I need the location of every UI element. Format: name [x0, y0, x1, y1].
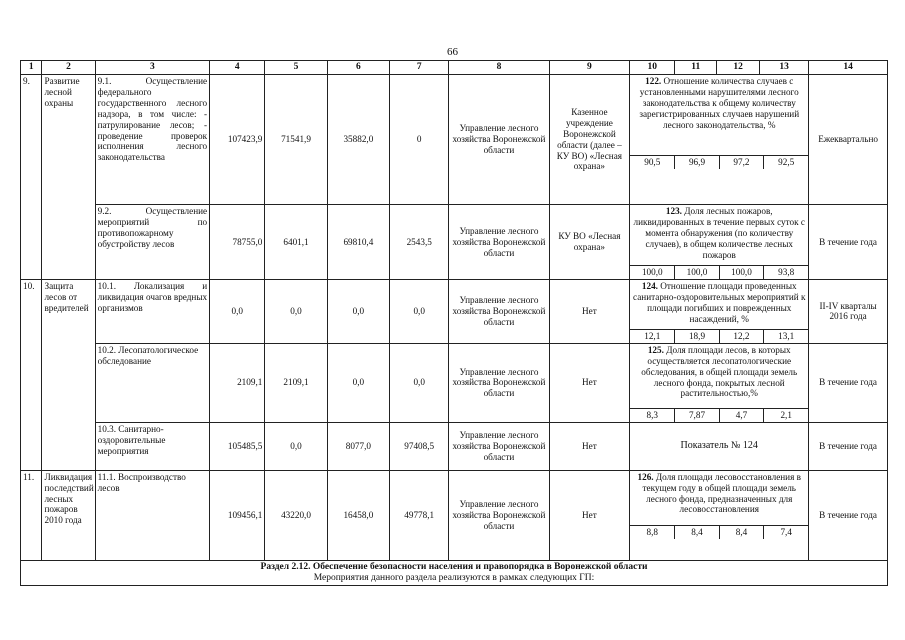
- indicator-number: 124.: [641, 281, 658, 292]
- partner: Нет: [549, 422, 630, 470]
- executor: Управление лесного хозяйства Воронежской области: [449, 470, 549, 560]
- table-row: [21, 75, 888, 205]
- cell-value: 0,0: [390, 280, 449, 344]
- subprogram-name: Защита лесов от вредителей: [42, 280, 95, 471]
- subprogram-name: Ликвидация последствий лесных пожаров 2010 года: [42, 470, 95, 560]
- indicator-value: 96,9: [675, 156, 719, 169]
- cell-value: 0,0: [210, 280, 265, 344]
- cell-value: 71541,9: [265, 75, 327, 205]
- executor: Управление лесного хозяйства Воронежской области: [449, 343, 549, 422]
- indicator-reference: Показатель № 124: [630, 422, 809, 470]
- measure-text: 10.3. Санитарно-оздоровительные мероприятия: [95, 422, 210, 470]
- indicator-text: Отношение площади проведенных санитарно-оздоровительных мероприятий к площади погибших и поврежденных насаждений, %: [633, 281, 806, 324]
- col-num: 7: [390, 61, 449, 75]
- cell-value: 0,0: [265, 280, 327, 344]
- indicator-value: 8,8: [630, 525, 674, 538]
- indicator-text: Доля площади лесовосстановления в текущем году в общей площади земель лесного фонда, предназначенных для лесовосстановления: [642, 471, 801, 515]
- indicator-text: Доля площади лесов, в которых осуществляется лесопатологические обследования, в общей площади земель лесного фонда, покрытых лесной растительностью,%: [641, 344, 798, 399]
- executor: Управление лесного хозяйства Воронежской области: [449, 205, 549, 280]
- executor: Управление лесного хозяйства Воронежской области: [449, 422, 549, 470]
- cell-value: 43220,0: [265, 470, 327, 560]
- indicator-value: 8,4: [675, 525, 719, 538]
- col-num: 3: [95, 61, 210, 75]
- partner: Нет: [549, 470, 630, 560]
- cell-value: 49778,1: [390, 470, 449, 560]
- row-number: 9.: [21, 75, 42, 280]
- subprogram-name: Развитие лесной охраны: [42, 75, 95, 280]
- col-num: 10: [630, 61, 675, 75]
- table-row: [21, 280, 888, 344]
- indicator-value: 100,0: [630, 266, 674, 279]
- indicator-value: 13,1: [764, 330, 808, 343]
- cell-value: 105485,5: [210, 422, 265, 470]
- indicator-value: 7,87: [675, 408, 719, 421]
- cell-value: 6401,1: [265, 205, 327, 280]
- section-subtitle: Мероприятия данного раздела реализуются в рамках следующих ГП:: [313, 572, 595, 583]
- period: Ежеквартально: [809, 75, 888, 205]
- indicator-value: 93,8: [764, 266, 808, 279]
- indicator-value: 4,7: [719, 408, 763, 421]
- period: В течение года: [809, 422, 888, 470]
- col-num: 14: [809, 61, 888, 75]
- cell-value: 0: [390, 75, 449, 205]
- column-number-row: [21, 61, 888, 75]
- indicator-value: 2,1: [764, 408, 808, 421]
- program-table: [20, 60, 888, 586]
- cell-value: 0,0: [390, 343, 449, 422]
- cell-value: 2109,1: [265, 343, 327, 422]
- partner: Казенное учреждение Воронежской области (далее – КУ ВО) «Лесная охрана»: [549, 75, 630, 205]
- period: II-IV кварталы 2016 года: [809, 280, 888, 344]
- cell-value: 107423,9: [210, 75, 265, 205]
- period: В течение года: [809, 470, 888, 560]
- table-row: [21, 343, 888, 422]
- measure-text: 10.2. Лесопатологическое обследование: [95, 343, 210, 422]
- indicator-value: 18,9: [675, 330, 719, 343]
- col-num: 8: [449, 61, 549, 75]
- partner: Нет: [549, 280, 630, 344]
- cell-value: 16458,0: [327, 470, 389, 560]
- table-row: [21, 470, 888, 560]
- measure-text: 10.1. Локализация и ликвидация очагов вредных организмов: [95, 280, 210, 344]
- indicator-value: 100,0: [719, 266, 763, 279]
- indicator-number: 126.: [637, 471, 654, 482]
- col-num: 2: [42, 61, 95, 75]
- col-num: 1: [21, 61, 42, 75]
- cell-value: 0,0: [265, 422, 327, 470]
- indicator-value: 97,2: [719, 156, 763, 169]
- indicator-cell: [630, 205, 809, 280]
- executor: Управление лесного хозяйства Воронежской области: [449, 280, 549, 344]
- indicator-value: 12,1: [630, 330, 674, 343]
- cell-value: 109456,1: [210, 470, 265, 560]
- indicator-cell: [630, 343, 809, 422]
- indicator-value: 100,0: [675, 266, 719, 279]
- indicator-value: 92,5: [764, 156, 808, 169]
- cell-value: 69810,4: [327, 205, 389, 280]
- cell-value: 78755,0: [210, 205, 265, 280]
- section-row: [21, 560, 888, 585]
- table-row: [21, 422, 888, 470]
- row-number: 11.: [21, 470, 42, 560]
- cell-value: 35882,0: [327, 75, 389, 205]
- cell-value: 2109,1: [210, 343, 265, 422]
- indicator-text: Отношение количества случаев с установленными нарушителями лесного законодательства к общему количеству зарегистрированных случаев нарушений лесного законодательства, %: [639, 76, 800, 130]
- partner: Нет: [549, 343, 630, 422]
- indicator-value: 8,3: [630, 408, 674, 421]
- col-num: 4: [210, 61, 265, 75]
- indicator-cell: [630, 280, 809, 344]
- indicator-value: 12,2: [719, 330, 763, 343]
- row-number: 10.: [21, 280, 42, 471]
- section-title: Раздел 2.12. Обеспечение безопасности населения и правопорядка в Воронежской области: [260, 561, 648, 572]
- col-num: 11: [675, 61, 717, 75]
- col-num: 6: [327, 61, 389, 75]
- period: В течение года: [809, 343, 888, 422]
- indicator-cell: [630, 75, 809, 205]
- partner: КУ ВО «Лесная охрана»: [549, 205, 630, 280]
- cell-value: 0,0: [327, 280, 389, 344]
- indicator-text: Доля лесных пожаров, ликвидированных в течение первых суток с момента обнаружения (по количеству случаев), в общем количестве лесных пожаров: [633, 206, 805, 260]
- indicator-number: 122.: [645, 76, 662, 87]
- col-num: 12: [717, 61, 760, 75]
- measure-text: 9.1. Осуществление федерального государственного лесного надзора, в том числе: - патрулирование лесов; - проведение проверок исполнения лесного законодательства: [95, 75, 210, 205]
- indicator-cell: [630, 470, 809, 560]
- col-num: 9: [549, 61, 630, 75]
- indicator-number: 125.: [647, 344, 664, 355]
- period: В течение года: [809, 205, 888, 280]
- col-num: 13: [760, 61, 809, 75]
- cell-value: 0,0: [327, 343, 389, 422]
- indicator-value: 8,4: [719, 525, 763, 538]
- cell-value: 8077,0: [327, 422, 389, 470]
- measure-text: 11.1. Воспроизводство лесов: [95, 470, 210, 560]
- executor: Управление лесного хозяйства Воронежской области: [449, 75, 549, 205]
- measure-text: 9.2. Осуществление мероприятий по противопожарному обустройству лесов: [95, 205, 210, 280]
- cell-value: 97408,5: [390, 422, 449, 470]
- page-number: 66: [447, 46, 458, 58]
- indicator-number: 123.: [665, 206, 682, 217]
- indicator-value: 7,4: [764, 525, 808, 538]
- table-row: [21, 205, 888, 280]
- cell-value: 2543,5: [390, 205, 449, 280]
- indicator-value: 90,5: [630, 156, 674, 169]
- col-num: 5: [265, 61, 327, 75]
